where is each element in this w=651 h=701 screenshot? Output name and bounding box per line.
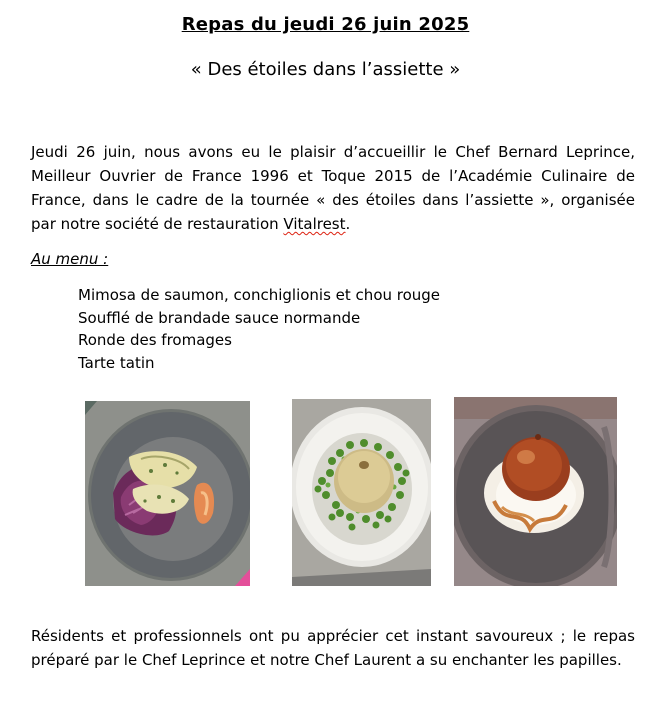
- menu-heading: Au menu :: [31, 250, 109, 268]
- menu-item: Mimosa de saumon, conchiglionis et chou rouge: [78, 286, 441, 304]
- tarte-tatin-plate-image: [454, 397, 617, 586]
- starter-plate-photo: [85, 401, 250, 586]
- intro-text: Jeudi 26 juin, nous avons eu le plaisir d’accueillir le Chef Bernard Leprince, Meilleur Ouvrier de France 1996 et Toque 2015 de l’Académie Culinaire de France, dans le cadre de la tournée « des étoiles dans l’assiette », organisée par notre société de restauration: [31, 143, 635, 233]
- menu-list: [78, 284, 440, 374]
- closing-paragraph: Résidents et professionnels ont pu apprécier cet instant savoureux ; le repas préparé par le Chef Leprince et notre Chef Laurent a su enchanter les papilles.: [31, 627, 635, 669]
- intro-end: .: [345, 215, 351, 233]
- intro-paragraph: [31, 140, 635, 236]
- menu-item: Tarte tatin: [78, 353, 155, 372]
- company-name: Vitalrest: [283, 215, 346, 233]
- document-title: Repas du jeudi 26 juin 2025: [181, 14, 470, 35]
- document-subtitle: « Des étoiles dans l’assiette »: [190, 59, 461, 80]
- tarte-tatin-plate-photo: [454, 397, 617, 586]
- menu-item: Ronde des fromages: [78, 331, 232, 349]
- souffle-plate-photo: [292, 399, 431, 586]
- souffle-plate-image: [292, 399, 431, 586]
- menu-item: Soufflé de brandade sauce normande: [78, 308, 361, 327]
- starter-plate-image: [85, 401, 250, 586]
